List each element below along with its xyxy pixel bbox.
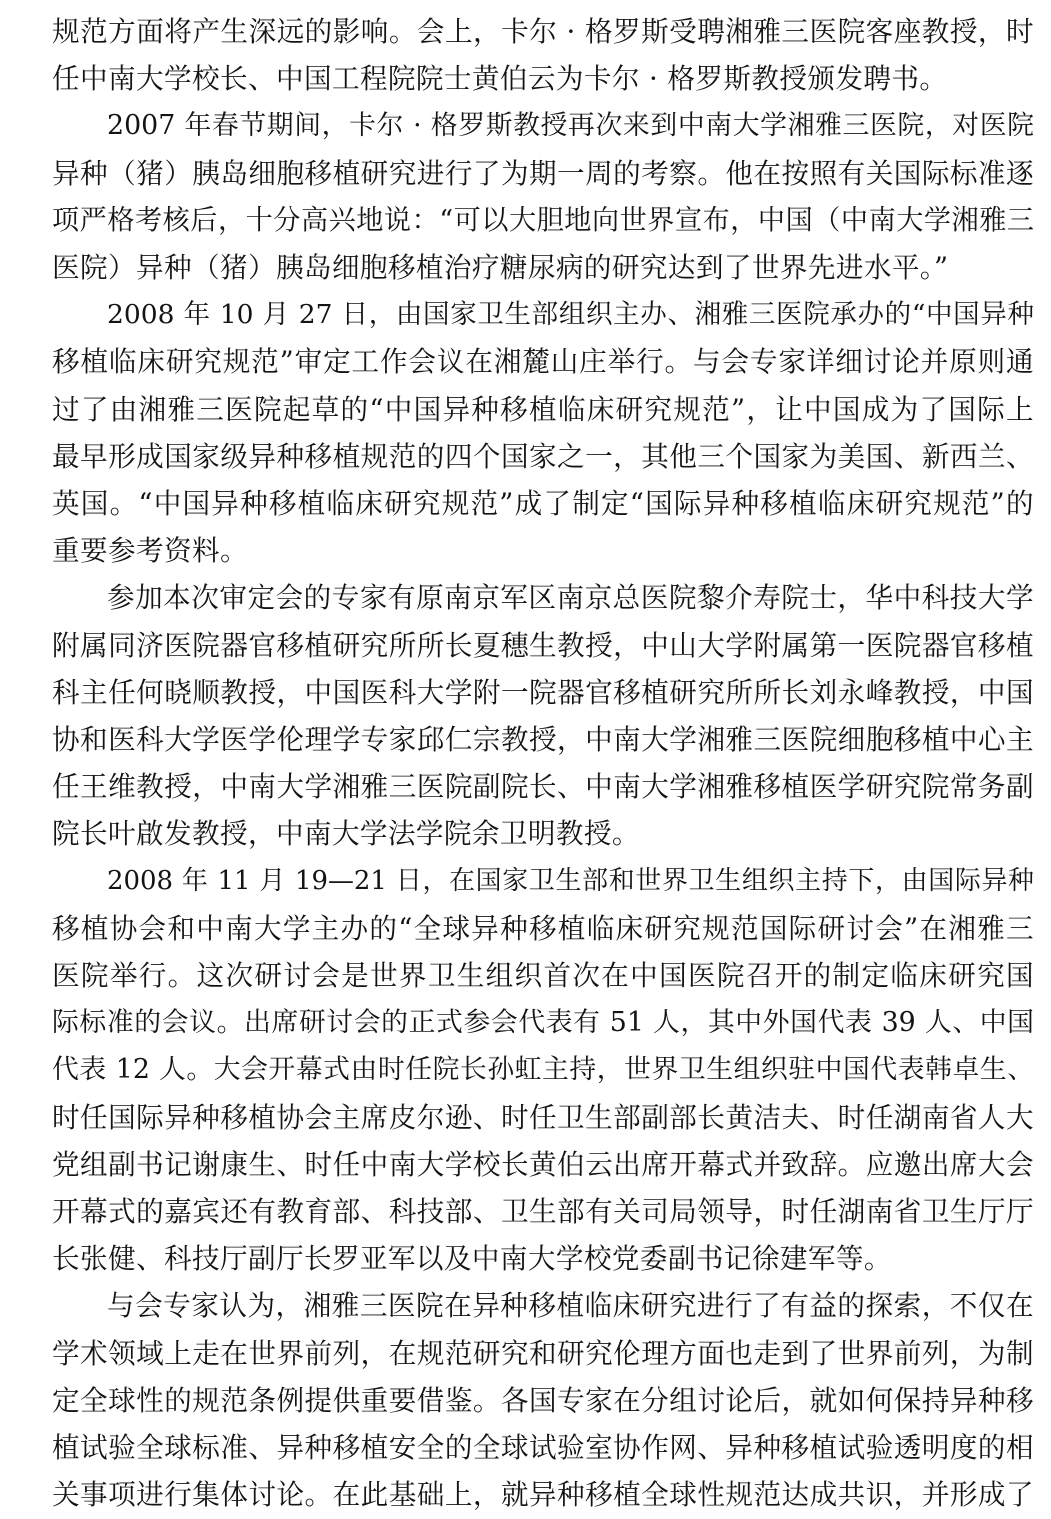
text-line: 开幕式的嘉宾还有教育部、科技部、卫生部有关司局领导，时任湖南省卫生厅厅 xyxy=(52,1195,1034,1229)
paragraph xyxy=(52,102,1034,291)
text-line: 协和医科大学医学伦理学专家邱仁宗教授，中南大学湘雅三医院细胞移植中心主 xyxy=(52,723,1034,757)
text-line: 英国。“中国异种移植临床研究规范”成了制定“国际异种移植临床研究规范”的 xyxy=(52,487,1034,521)
paragraph xyxy=(52,1282,1034,1518)
paragraph xyxy=(52,8,1034,102)
text-line: 际标准的会议。出席研讨会的正式参会代表有 51 人，其中外国代表 39 人、中国 xyxy=(52,1007,1034,1039)
text-line: 定全球性的规范条例提供重要借鉴。各国专家在分组讨论后，就如何保持异种移 xyxy=(52,1383,1034,1417)
text-line: 2008 年 10 月 27 日，由国家卫生部组织主办、湘雅三医院承办的“中国异种 xyxy=(107,299,1034,331)
text-line: 规范方面将产生深远的影响。会上，卡尔 · 格罗斯受聘湘雅三医院客座教授，时 xyxy=(52,15,1034,48)
text-line: 党组副书记谢康生、时任中南大学校长黄伯云出席开幕式并致辞。应邀出席大会 xyxy=(52,1147,1034,1181)
text-line: 时任国际异种移植协会主席皮尔逊、时任卫生部副部长黄洁夫、时任湖南省人大 xyxy=(52,1100,1034,1134)
paragraph xyxy=(52,574,1034,857)
text-line: 学术领域上走在世界前列，在规范研究和研究伦理方面也走到了世界前列，为制 xyxy=(52,1336,1034,1370)
text-line: 过了由湘雅三医院起草的“中国异种移植临床研究规范”，让中国成为了国际上 xyxy=(52,392,1034,426)
text-line: 2008 年 11 月 19—21 日，在国家卫生部和世界卫生组织主持下，由国际异种 xyxy=(107,865,1034,896)
text-line: 附属同济医院器官移植研究所所长夏穗生教授，中山大学附属第一医院器官移植 xyxy=(52,628,1034,662)
text-line: 项严格考核后，十分高兴地说：“可以大胆地向世界宣布，中国（中南大学湘雅三 xyxy=(52,204,1034,236)
text-line: 重要参考资料。 xyxy=(52,534,248,568)
text-line: 植试验全球标准、异种移植安全的全球试验室协作网、异种移植试验透明度的相 xyxy=(52,1431,1034,1465)
text-line: 2007 年春节期间，卡尔 · 格罗斯教授再次来到中南大学湘雅三医院，对医院 xyxy=(107,110,1034,142)
paragraph xyxy=(52,291,1034,574)
text-line: 医院举行。这次研讨会是世界卫生组织首次在中国医院召开的制定临床研究国 xyxy=(52,959,1034,993)
text-line: 参加本次审定会的专家有原南京军区南京总医院黎介寿院士，华中科技大学 xyxy=(107,581,1034,615)
body-text xyxy=(52,8,1034,1519)
text-line: 异种（猪）胰岛细胞移植研究进行了为期一周的考察。他在按照有关国际标准逐 xyxy=(52,156,1034,190)
text-line: 医院）异种（猪）胰岛细胞移植治疗糖尿病的研究达到了世界先进水平。” xyxy=(52,251,949,285)
text-line: 移植协会和中南大学主办的“全球异种移植临床研究规范国际研讨会”在湘雅三 xyxy=(52,911,1034,945)
text-line: 代表 12 人。大会开幕式由时任院长孙虹主持，世界卫生组织驻中国代表韩卓生、 xyxy=(52,1054,1034,1086)
text-line: 移植临床研究规范”审定工作会议在湘麓山庄举行。与会专家详细讨论并原则通 xyxy=(52,345,1034,379)
text-line: 关事项进行集体讨论。在此基础上，就异种移植全球性规范达成共识，并形成了 xyxy=(52,1478,1034,1512)
text-line: 院长叶啟发教授，中南大学法学院余卫明教授。 xyxy=(52,817,640,851)
paragraph xyxy=(52,858,1034,1283)
text-line: 科主任何晓顺教授，中国医科大学附一院器官移植研究所所长刘永峰教授，中国 xyxy=(52,675,1034,709)
text-line: 最早形成国家级异种移植规范的四个国家之一，其他三个国家为美国、新西兰、 xyxy=(52,439,1034,473)
text-line: 与会专家认为，湘雅三医院在异种移植临床研究进行了有益的探索，不仅在 xyxy=(107,1289,1034,1323)
text-line: 任王维教授，中南大学湘雅三医院副院长、中南大学湘雅移植医学研究院常务副 xyxy=(52,770,1034,804)
text-line: 长张健、科技厅副厅长罗亚军以及中南大学校党委副书记徐建军等。 xyxy=(52,1242,892,1276)
text-line: 任中南大学校长、中国工程院院士黄伯云为卡尔 · 格罗斯教授颁发聘书。 xyxy=(52,62,948,96)
